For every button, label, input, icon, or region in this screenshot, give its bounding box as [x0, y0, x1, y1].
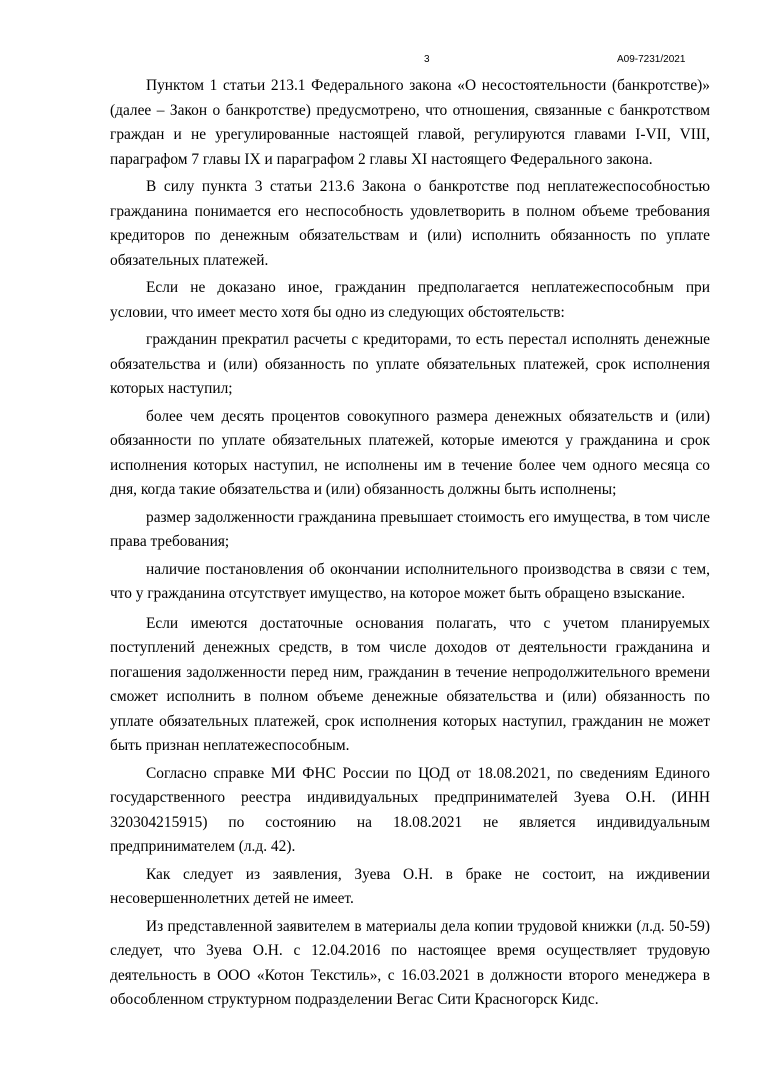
- paragraph: Пунктом 1 статьи 213.1 Федерального закона «О несостоятельности (банкротстве)» (далее – Закон о банкротстве) предусмотрено, что отношения, связанные с банкротством граждан и не урегулированные настоящей главой, регулируются главами I-VII, VIII, параграфом 7 главы IX и параграфом 2 главы XI настоящего Федерального закона.: [110, 77, 710, 168]
- paragraph: Из представленной заявителем в материалы дела копии трудовой книжки (л.д. 50-59) следует, что Зуева О.Н. с 12.04.2016 по настоящее время осуществляет трудовую деятельность в ООО «Котон Текстиль», с 16.03.2021 в должности второго менеджера в обособленном структурном подразделении Вегас Сити Красногорск Кидс.: [110, 917, 710, 1008]
- paragraph: Если имеются достаточные основания полагать, что с учетом планируемых поступлений денежных средств, в том числе доходов от деятельности гражданина и погашения задолженности перед ним, гражданин в течение непродолжительного времени сможет исполнить в полном объеме денежные обязательства и (или) обязанность по уплате обязательных платежей, срок исполнения которых наступил, гражданин не может быть признан неплатежеспособным.: [110, 614, 710, 754]
- document-body: [110, 71, 710, 1013]
- paragraph: более чем десять процентов совокупного размера денежных обязательств и (или) обязанности по уплате обязательных платежей, которые имеются у гражданина и срок исполнения которых наступил, не исполнены им в течение более чем одного месяца со дня, когда такие обязательства и (или) обязанность должны быть исполнены;: [110, 407, 710, 498]
- paragraph: Если не доказано иное, гражданин предполагается неплатежеспособным при условии, что имеет место хотя бы одно из следующих обстоятельств:: [110, 279, 710, 321]
- paragraph: гражданин прекратил расчеты с кредиторами, то есть перестал исполнять денежные обязательства и (или) обязанность по уплате обязательных платежей, срок исполнения которых наступил;: [110, 331, 710, 397]
- paragraph: В силу пункта 3 статьи 213.6 Закона о банкротстве под неплатежеспособностью гражданина понимается его неспособность удовлетворить в полном объеме требования кредиторов по денежным обязательствам и (или) исполнить обязанность по уплате обязательных платежей.: [110, 178, 710, 269]
- page-number: 3: [424, 54, 430, 65]
- paragraph: наличие постановления об окончании исполнительного производства в связи с тем, что у гражданина отсутствует имущество, на которое может быть обращено взыскание.: [110, 560, 710, 602]
- paragraph: размер задолженности гражданина превышает стоимость его имущества, в том числе права требования;: [110, 508, 710, 550]
- paragraph: Как следует из заявления, Зуева О.Н. в браке не состоит, на иждивении несовершеннолетних детей не имеет.: [110, 865, 710, 907]
- case-number: А09-7231/2021: [617, 54, 686, 65]
- paragraph: Согласно справке МИ ФНС России по ЦОД от 18.08.2021, по сведениям Единого государственного реестра индивидуальных предпринимателей Зуева О.Н. (ИНН 320304215915) по состоянию на 18.08.2021 не является индивидуальным предпринимателем (л.д. 42).: [110, 764, 710, 855]
